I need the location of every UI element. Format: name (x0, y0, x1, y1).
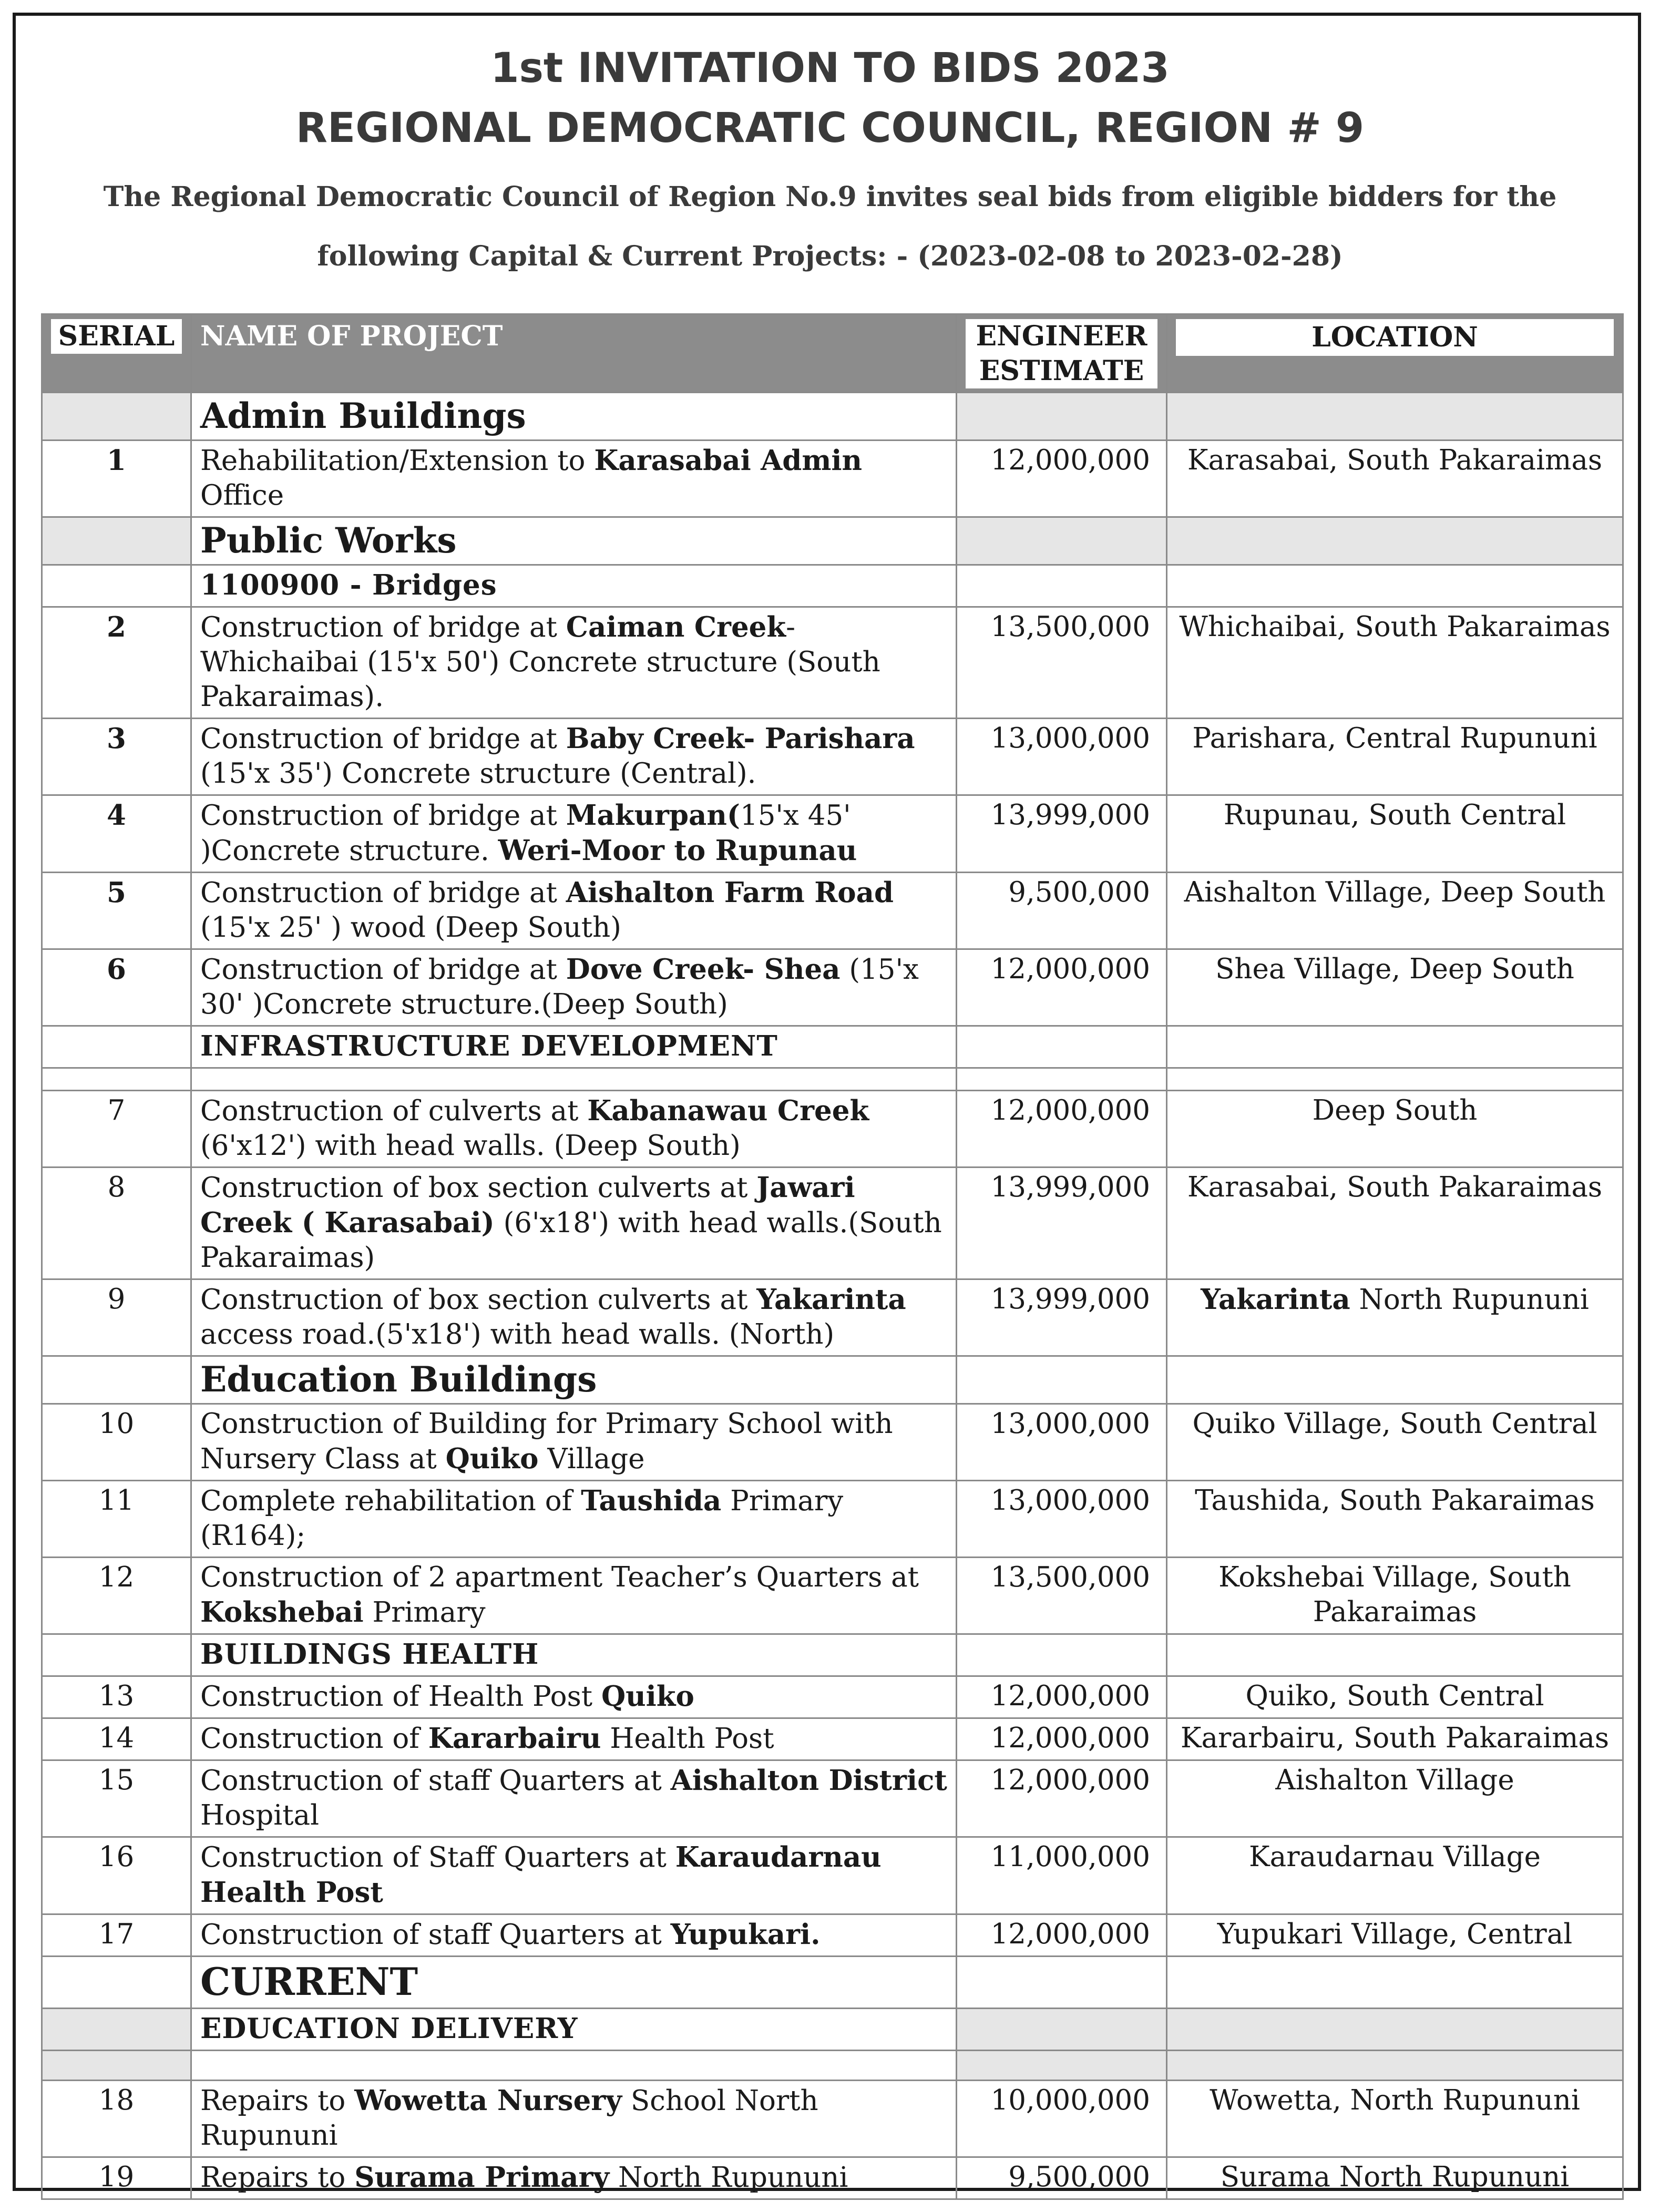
project-name-cell (191, 1837, 957, 1914)
serial-cell: 7 (42, 1091, 191, 1168)
project-highlight: Quiko (445, 1442, 539, 1475)
section-location-cell (1167, 393, 1623, 441)
project-name-cell (191, 1760, 957, 1837)
project-highlight: Weri-Moor to Rupunau (498, 834, 857, 867)
table-row (42, 949, 1623, 1026)
location-text: Aishalton Village (1275, 1764, 1514, 1796)
spacer-row (42, 1068, 1623, 1091)
project-name-cell (191, 1676, 957, 1718)
column-header-project: NAME OF PROJECT (191, 314, 957, 393)
table-row (42, 1168, 1623, 1279)
project-text: Complete rehabilitation of (200, 1485, 581, 1517)
table-body (42, 393, 1623, 2199)
location-cell (1167, 1404, 1623, 1481)
spacer-cell (1167, 1068, 1623, 1091)
location-text: North Rupununi (1350, 1284, 1589, 1316)
location-cell (1167, 1760, 1623, 1837)
section-estimate-cell (957, 565, 1167, 607)
spacer-cell (42, 2051, 191, 2081)
project-name-cell (191, 873, 957, 949)
location-cell (1167, 719, 1623, 795)
intro-text: The Regional Democratic Council of Region No.9 invites seal bids from eligible bidders for the following Capital & Current Projects: - (2023-02-08 to 2023-02-28) (103, 181, 1557, 272)
estimate-cell: 13,999,000 (957, 795, 1167, 873)
project-text: Construction of staff Quarters at (200, 1765, 671, 1797)
section-location-cell (1167, 1356, 1623, 1404)
section-serial-cell (42, 1634, 191, 1676)
estimate-cell: 12,000,000 (957, 1914, 1167, 1957)
section-location-cell (1167, 1026, 1623, 1068)
location-text: Quiko Village, South Central (1192, 1408, 1597, 1440)
project-name-cell (191, 1091, 957, 1168)
project-text: Construction of 2 apartment Teacher’s Quarters at (200, 1561, 919, 1593)
section-name-cell (191, 1026, 957, 1068)
project-text: access road.(5'x18') with head walls. (North) (200, 1318, 835, 1350)
serial-cell: 10 (42, 1404, 191, 1481)
location-cell (1167, 1837, 1623, 1914)
location-text: Quiko, South Central (1245, 1680, 1544, 1712)
section-name-cell (191, 1356, 957, 1404)
location-cell (1167, 1091, 1623, 1168)
project-text: Construction of staff Quarters at (200, 1919, 671, 1951)
table-row (42, 719, 1623, 795)
project-text: (15'x 30' )Concrete structure.(Deep South) (200, 954, 919, 1020)
estimate-cell: 13,500,000 (957, 607, 1167, 719)
column-header-serial: SERIAL (42, 314, 191, 393)
project-highlight: Karasabai Admin (594, 444, 863, 477)
location-text: Aishalton Village, Deep South (1184, 876, 1606, 908)
table-row (42, 873, 1623, 949)
section-serial-cell (42, 2009, 191, 2051)
section-location-cell (1167, 1634, 1623, 1676)
title-line-2: REGIONAL DEMOCRATIC COUNCIL, REGION # 9 (295, 105, 1365, 152)
project-text: Construction of bridge at (200, 954, 566, 986)
table-row (42, 1837, 1623, 1914)
project-text: Health Post (601, 1723, 774, 1755)
project-highlight: Baby Creek- Parishara (566, 722, 915, 755)
section-name-cell (191, 393, 957, 441)
table-row (42, 1558, 1623, 1634)
location-text: Whichaibai, South Pakaraimas (1179, 611, 1611, 643)
section-estimate-cell (957, 1356, 1167, 1404)
project-text: - Whichaibai (15'x 50') Concrete structure (South Pakaraimas). (200, 611, 880, 713)
section-name-cell (191, 2009, 957, 2051)
section-serial-cell (42, 517, 191, 565)
section-estimate-cell (957, 1634, 1167, 1676)
project-highlight: Kararbairu (428, 1722, 601, 1755)
section-name-cell (191, 565, 957, 607)
table-row (42, 1676, 1623, 1718)
project-highlight: Dove Creek- Shea (566, 953, 841, 986)
location-cell (1167, 2157, 1623, 2199)
project-text: Construction of box section culverts at (200, 1284, 757, 1316)
project-text: Construction of bridge at (200, 800, 566, 832)
project-text: 15'x 45' )Concrete structure. (200, 800, 851, 867)
serial-cell: 9 (42, 1279, 191, 1356)
serial-cell: 1 (42, 441, 191, 517)
section-serial-cell (42, 1026, 191, 1068)
project-text: Hospital (200, 1799, 320, 1831)
project-text: School North Rupununi (200, 2085, 818, 2152)
table-row (42, 1914, 1623, 1957)
table-row (42, 2157, 1623, 2199)
column-header-location: LOCATION (1167, 314, 1623, 393)
section-row (42, 1356, 1623, 1404)
project-name-cell (191, 1914, 957, 1957)
location-text: Karasabai, South Pakaraimas (1187, 444, 1603, 476)
estimate-cell: 13,000,000 (957, 1404, 1167, 1481)
section-row (42, 2009, 1623, 2051)
project-highlight: Taushida (581, 1484, 722, 1517)
location-cell (1167, 1914, 1623, 1957)
project-highlight: Surama Primary (354, 2161, 610, 2194)
serial-cell: 8 (42, 1168, 191, 1279)
location-cell (1167, 1718, 1623, 1760)
serial-cell: 18 (42, 2081, 191, 2157)
estimate-cell: 12,000,000 (957, 949, 1167, 1026)
table-row (42, 1718, 1623, 1760)
table-row (42, 1481, 1623, 1558)
project-name-cell (191, 2157, 957, 2199)
column-header-estimate: ENGINEER ESTIMATE (957, 314, 1167, 393)
location-text: Wowetta, North Rupununi (1210, 2084, 1580, 2116)
estimate-cell: 13,000,000 (957, 719, 1167, 795)
project-name-cell (191, 441, 957, 517)
section-name-cell (191, 1957, 957, 2009)
spacer-cell (1167, 2051, 1623, 2081)
project-name-cell (191, 1404, 957, 1481)
project-text: (6'x12') with head walls. (Deep South) (200, 1130, 741, 1162)
estimate-cell: 12,000,000 (957, 1718, 1167, 1760)
location-cell (1167, 949, 1623, 1026)
project-name-cell (191, 719, 957, 795)
section-serial-cell (42, 565, 191, 607)
section-title: CURRENT (200, 1959, 418, 2004)
project-text: Primary (363, 1596, 486, 1629)
project-name-cell (191, 949, 957, 1026)
table-row (42, 1404, 1623, 1481)
project-name-cell (191, 607, 957, 719)
serial-cell: 13 (42, 1676, 191, 1718)
project-text: Primary (R164); (200, 1485, 844, 1552)
project-text: Construction of Health Post (200, 1681, 601, 1713)
project-highlight: Makurpan( (566, 799, 740, 832)
serial-cell: 2 (42, 607, 191, 719)
title-line-1: 1st INVITATION TO BIDS 2023 (490, 45, 1170, 92)
estimate-cell: 9,500,000 (957, 2157, 1167, 2199)
serial-cell: 15 (42, 1760, 191, 1837)
project-text: Office (200, 479, 284, 511)
project-highlight: Aishalton Farm Road (566, 876, 894, 909)
section-row (42, 565, 1623, 607)
estimate-cell: 11,000,000 (957, 1837, 1167, 1914)
estimate-cell: 9,500,000 (957, 873, 1167, 949)
project-text: Construction of bridge at (200, 723, 566, 755)
section-name-cell (191, 1634, 957, 1676)
section-row (42, 1026, 1623, 1068)
location-cell (1167, 1279, 1623, 1356)
location-highlight: Yakarinta (1201, 1283, 1350, 1316)
section-estimate-cell (957, 393, 1167, 441)
location-text: Shea Village, Deep South (1215, 953, 1574, 985)
location-cell (1167, 873, 1623, 949)
section-title: INFRASTRUCTURE DEVELOPMENT (200, 1030, 778, 1062)
location-cell (1167, 607, 1623, 719)
location-text: Taushida, South Pakaraimas (1195, 1484, 1595, 1517)
estimate-cell: 10,000,000 (957, 2081, 1167, 2157)
location-text: Karasabai, South Pakaraimas (1187, 1171, 1603, 1203)
location-text: Deep South (1312, 1094, 1478, 1127)
spacer-cell (191, 1068, 957, 1091)
estimate-cell: 12,000,000 (957, 1091, 1167, 1168)
project-text: Village (538, 1443, 645, 1475)
project-text: North Rupununi (609, 2162, 848, 2194)
location-cell (1167, 1676, 1623, 1718)
estimate-cell: 12,000,000 (957, 441, 1167, 517)
project-name-cell (191, 1481, 957, 1558)
project-text: (15'x 35') Concrete structure (Central). (200, 757, 756, 790)
section-estimate-cell (957, 1957, 1167, 2009)
table-row (42, 1279, 1623, 1356)
serial-cell: 19 (42, 2157, 191, 2199)
section-row (42, 393, 1623, 441)
estimate-cell: 13,999,000 (957, 1279, 1167, 1356)
estimate-cell: 13,999,000 (957, 1168, 1167, 1279)
section-location-cell (1167, 1957, 1623, 2009)
location-text: Karaudarnau Village (1249, 1841, 1541, 1873)
estimate-cell: 13,000,000 (957, 1481, 1167, 1558)
project-highlight: Caiman Creek (566, 611, 786, 643)
table-row (42, 441, 1623, 517)
location-text: Kokshebai Village, South Pakaraimas (1218, 1561, 1571, 1628)
serial-cell: 14 (42, 1718, 191, 1760)
project-text: Construction of bridge at (200, 877, 566, 909)
serial-cell: 17 (42, 1914, 191, 1957)
table-row (42, 607, 1623, 719)
section-title: 1100900 - Bridges (200, 569, 497, 601)
location-cell (1167, 441, 1623, 517)
location-text: Surama North Rupununi (1220, 2161, 1570, 2193)
location-text: Kararbairu, South Pakaraimas (1180, 1722, 1610, 1754)
serial-cell: 3 (42, 719, 191, 795)
section-title: Public Works (200, 520, 457, 561)
estimate-cell: 12,000,000 (957, 1760, 1167, 1837)
section-name-cell (191, 517, 957, 565)
estimate-cell: 12,000,000 (957, 1676, 1167, 1718)
spacer-cell (957, 2051, 1167, 2081)
table-row (42, 1091, 1623, 1168)
project-highlight: Kabanawau Creek (587, 1094, 869, 1127)
estimate-cell: 13,500,000 (957, 1558, 1167, 1634)
project-name-cell (191, 1168, 957, 1279)
section-title: Education Buildings (200, 1359, 597, 1400)
section-row (42, 1957, 1623, 2009)
section-estimate-cell (957, 517, 1167, 565)
serial-cell: 12 (42, 1558, 191, 1634)
project-highlight: Yupukari. (670, 1918, 821, 1951)
section-title: Admin Buildings (200, 395, 526, 436)
serial-cell: 11 (42, 1481, 191, 1558)
project-text: Rehabilitation/Extension to (200, 445, 595, 477)
project-name-cell (191, 2081, 957, 2157)
project-text: Repairs to (200, 2085, 355, 2117)
serial-cell: 16 (42, 1837, 191, 1914)
spacer-row (42, 2051, 1623, 2081)
project-text: Construction of culverts at (200, 1095, 588, 1127)
project-highlight: Kokshebai (200, 1596, 364, 1629)
projects-table (41, 313, 1624, 2200)
section-title: BUILDINGS HEALTH (200, 1638, 539, 1671)
project-name-cell (191, 1558, 957, 1634)
section-row (42, 1634, 1623, 1676)
section-location-cell (1167, 2009, 1623, 2051)
spacer-cell (957, 1068, 1167, 1091)
project-highlight: Aishalton District (670, 1764, 947, 1797)
project-name-cell (191, 1279, 957, 1356)
section-estimate-cell (957, 2009, 1167, 2051)
section-title: EDUCATION DELIVERY (200, 2012, 578, 2045)
project-highlight: Wowetta Nursery (354, 2084, 622, 2117)
spacer-cell (42, 1068, 191, 1091)
project-text: (15'x 25' ) wood (Deep South) (200, 912, 621, 944)
location-text: Yupukari Village, Central (1217, 1918, 1573, 1950)
section-serial-cell (42, 1356, 191, 1404)
serial-cell: 5 (42, 873, 191, 949)
project-highlight: Quiko (601, 1680, 694, 1713)
project-highlight: Jawari Creek ( Karasabai) (200, 1171, 855, 1239)
location-cell (1167, 1168, 1623, 1279)
location-cell (1167, 2081, 1623, 2157)
project-highlight: Karaudarnau Health Post (200, 1841, 882, 1909)
project-name-cell (191, 1718, 957, 1760)
project-text: Repairs to (200, 2162, 355, 2194)
project-text: Construction of box section culverts at (200, 1172, 757, 1204)
table-header-row (42, 314, 1623, 393)
section-serial-cell (42, 1957, 191, 2009)
location-cell (1167, 795, 1623, 873)
section-location-cell (1167, 517, 1623, 565)
serial-cell: 4 (42, 795, 191, 873)
location-cell (1167, 1558, 1623, 1634)
spacer-cell (191, 2051, 957, 2081)
project-text: Construction of Staff Quarters at (200, 1841, 675, 1873)
location-cell (1167, 1481, 1623, 1558)
project-text: Construction of Building for Primary School with Nursery Class at (200, 1408, 893, 1475)
table-row (42, 1760, 1623, 1837)
table-row (42, 2081, 1623, 2157)
section-serial-cell (42, 393, 191, 441)
table-row (42, 795, 1623, 873)
serial-cell: 6 (42, 949, 191, 1026)
project-text: (6'x18') with head walls.(South Pakaraimas) (200, 1207, 942, 1274)
location-text: Parishara, Central Rupununi (1192, 722, 1597, 754)
project-name-cell (191, 795, 957, 873)
section-row (42, 517, 1623, 565)
section-estimate-cell (957, 1026, 1167, 1068)
project-highlight: Yakarinta (756, 1283, 906, 1316)
section-location-cell (1167, 565, 1623, 607)
location-text: Rupunau, South Central (1223, 799, 1566, 831)
project-text: Construction of (200, 1723, 428, 1755)
project-text: Construction of bridge at (200, 611, 566, 643)
